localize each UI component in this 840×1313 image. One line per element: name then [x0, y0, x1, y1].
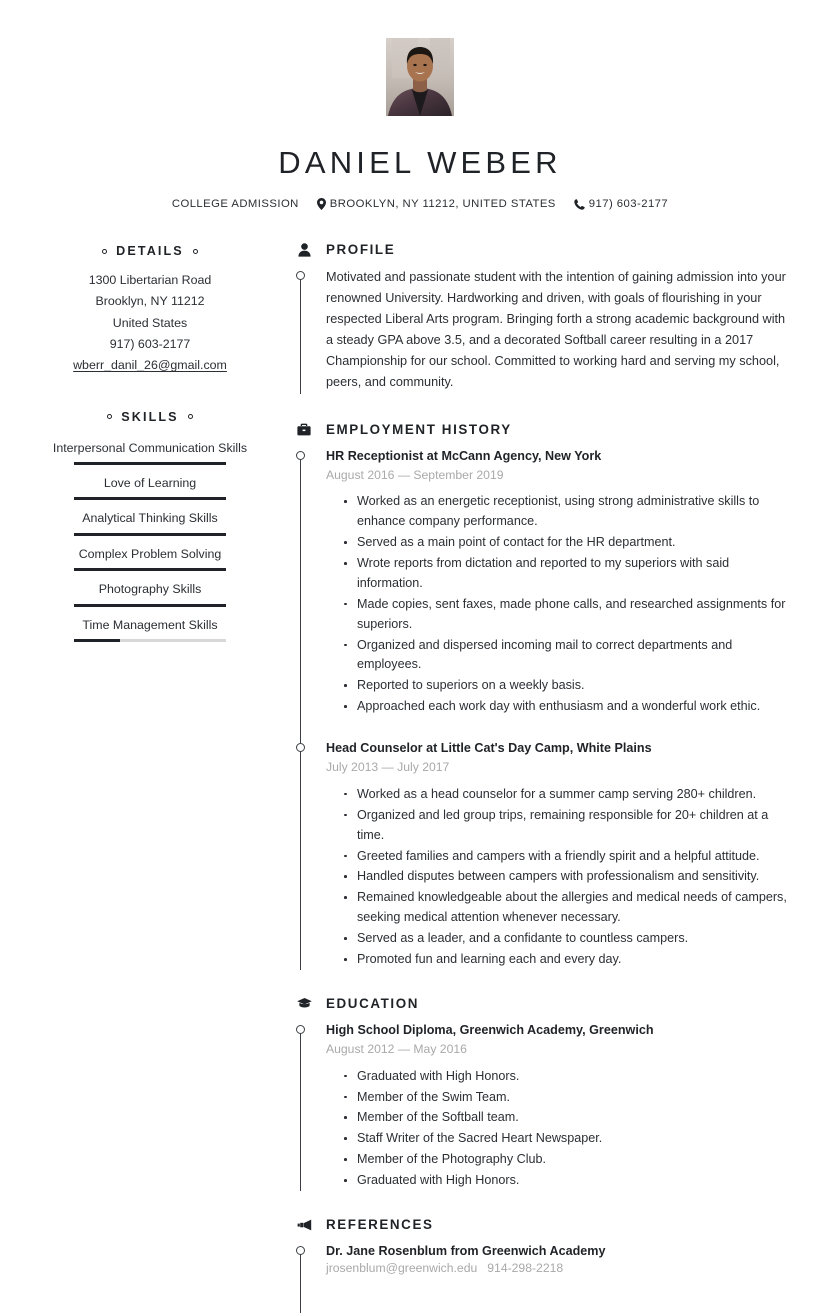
reference-entries — [326, 1242, 788, 1275]
entry-bullet: Made copies, sent faxes, made phone calls, and researched assignments for superiors. — [357, 595, 788, 635]
megaphone-icon — [296, 1219, 312, 1231]
references-timeline — [296, 1242, 788, 1275]
profile-heading — [296, 242, 788, 257]
user-icon — [296, 243, 312, 257]
employment-entries — [326, 447, 788, 970]
profile-photo-icon — [386, 38, 454, 116]
entry-bullet: Member of the Swim Team. — [357, 1088, 788, 1108]
sidebar — [52, 242, 248, 648]
details-heading — [52, 244, 248, 258]
skills-heading-label: SKILLS — [121, 409, 179, 424]
header-phone-label: 917) 603-2177 — [588, 198, 669, 211]
entry-bullet: Organized and dispersed incoming mail to correct departments and employees. — [357, 636, 788, 676]
references-heading-label: REFERENCES — [326, 1217, 434, 1233]
section-profile — [296, 242, 788, 393]
header-job-title — [172, 198, 299, 210]
entry-bullet: Remained knowledgeable about the allergies and medical needs of campers, seeking medical attention whenever necessary. — [357, 888, 788, 928]
reference-phone: 914-298-2218 — [487, 1261, 564, 1276]
timeline-entry — [326, 1021, 788, 1191]
entry-date: July 2013 — July 2017 — [326, 760, 450, 775]
skill-label: Love of Learning — [103, 476, 197, 491]
entry-bullet: Reported to superiors on a weekly basis. — [357, 676, 788, 696]
reference-contact — [326, 1261, 788, 1275]
skills-list — [52, 436, 248, 642]
skill-label: Photography Skills — [98, 582, 202, 597]
profile-timeline — [296, 267, 788, 393]
entry-bullet-list — [326, 785, 788, 970]
entry-bullet-list — [326, 1067, 788, 1191]
education-entries — [326, 1021, 788, 1191]
entry-title: High School Diploma, Greenwich Academy, Greenwich — [326, 1022, 654, 1037]
skill-item — [52, 542, 248, 571]
skill-level-fill — [74, 639, 120, 642]
skill-level-fill — [74, 533, 226, 536]
sidebar-section-skills — [52, 410, 248, 642]
entry-bullet: Approached each work day with enthusiasm and a wonderful work ethic. — [357, 697, 788, 717]
page-title: DANIEL WEBER — [278, 145, 562, 180]
skill-item — [52, 613, 248, 642]
skill-label: Analytical Thinking Skills — [82, 511, 218, 526]
reference-email[interactable]: jrosenblum@greenwich.edu — [326, 1261, 478, 1276]
details-list — [52, 270, 248, 377]
detail-phone: 917) 603-2177 — [109, 337, 191, 352]
main-content — [248, 242, 788, 1275]
skill-item — [52, 577, 248, 606]
timeline-entry — [326, 739, 788, 970]
entry-bullet: Graduated with High Honors. — [357, 1171, 788, 1191]
timeline-node — [296, 1246, 305, 1255]
entry-bullet: Handled disputes between campers with professionalism and sensitivity. — [357, 867, 788, 887]
resume-body — [0, 242, 840, 1275]
header-location-label: BROOKLYN, NY 11212, UNITED STATES — [329, 198, 556, 211]
skill-label: Interpersonal Communication Skills — [52, 440, 248, 455]
entry-bullet: Staff Writer of the Sacred Heart Newspaper. — [357, 1129, 788, 1149]
map-pin-icon — [317, 198, 326, 210]
timeline-rail — [300, 453, 301, 970]
skill-item — [52, 471, 248, 500]
entry-bullet: Graduated with High Honors. — [357, 1067, 788, 1087]
skill-item — [52, 436, 248, 465]
entry-bullet: Organized and led group trips, remaining responsible for 20+ children at a time. — [357, 806, 788, 846]
section-education — [296, 996, 788, 1191]
circle-bullet-icon — [102, 249, 107, 254]
profile-heading-label: PROFILE — [326, 242, 396, 258]
timeline-rail — [300, 1027, 301, 1191]
entry-bullet: Served as a leader, and a confidante to countless campers. — [357, 929, 788, 949]
reference-entry — [326, 1242, 788, 1275]
detail-country: United States — [112, 315, 188, 330]
employment-heading — [296, 422, 788, 437]
entry-bullet: Worked as a head counselor for a summer camp serving 280+ children. — [357, 785, 788, 805]
header-phone — [574, 198, 668, 210]
references-heading — [296, 1217, 788, 1232]
sidebar-section-details — [52, 244, 248, 377]
skills-heading — [52, 410, 248, 424]
entry-date: August 2016 — September 2019 — [326, 467, 504, 482]
briefcase-icon — [296, 423, 312, 436]
skill-item — [52, 506, 248, 535]
skill-level-bar — [74, 497, 226, 500]
education-timeline — [296, 1021, 788, 1191]
graduation-cap-icon — [296, 997, 312, 1009]
skill-level-bar — [74, 568, 226, 571]
header-job-title-label: COLLEGE ADMISSION — [171, 198, 299, 211]
entry-bullet: Served as a main point of contact for the HR department. — [357, 533, 788, 553]
timeline-node — [296, 1025, 305, 1034]
timeline-entry — [326, 447, 788, 718]
education-heading-label: EDUCATION — [326, 995, 420, 1011]
phone-icon — [574, 199, 585, 210]
detail-address: 1300 Libertarian Road — [88, 273, 212, 288]
entry-bullet: Wrote reports from dictation and reported to my superiors with said information. — [357, 554, 788, 594]
entry-bullet: Worked as an energetic receptionist, using strong administrative skills to enhance company performance. — [357, 492, 788, 532]
timeline-rail — [300, 273, 301, 393]
employment-heading-label: EMPLOYMENT HISTORY — [326, 421, 512, 437]
section-references — [296, 1217, 788, 1275]
timeline-node — [296, 451, 305, 460]
skill-label: Time Management Skills — [82, 617, 218, 632]
resume-header — [0, 0, 840, 210]
entry-title: HR Receptionist at McCann Agency, New York — [326, 448, 602, 463]
header-location — [317, 198, 556, 210]
timeline-node — [296, 743, 305, 752]
section-employment-history — [296, 422, 788, 970]
skill-level-fill — [74, 568, 226, 571]
skill-level-fill — [74, 497, 226, 500]
reference-name: Dr. Jane Rosenblum from Greenwich Academy — [326, 1244, 606, 1259]
entry-bullet: Member of the Photography Club. — [357, 1150, 788, 1170]
entry-bullet-list — [326, 492, 788, 717]
header-contact-line — [0, 198, 840, 210]
timeline-rail — [300, 1248, 301, 1313]
entry-bullet: Greeted families and campers with a friendly spirit and a helpful attitude. — [357, 847, 788, 867]
circle-bullet-icon — [107, 414, 112, 419]
details-heading-label: DETAILS — [116, 244, 184, 259]
skill-level-fill — [74, 462, 226, 465]
detail-city: Brooklyn, NY 11212 — [95, 294, 205, 309]
entry-title: Head Counselor at Little Cat's Day Camp, White Plains — [326, 741, 652, 756]
skill-level-bar — [74, 462, 226, 465]
employment-timeline — [296, 447, 788, 970]
entry-bullet: Promoted fun and learning each and every day. — [357, 950, 788, 970]
entry-date: August 2012 — May 2016 — [326, 1042, 467, 1057]
skill-label: Complex Problem Solving — [78, 546, 222, 561]
education-heading — [296, 996, 788, 1011]
skill-level-bar — [74, 533, 226, 536]
skill-level-bar — [74, 604, 226, 607]
timeline-node — [296, 271, 305, 280]
skill-level-bar — [74, 639, 226, 642]
skill-level-fill — [74, 604, 226, 607]
entry-bullet: Member of the Softball team. — [357, 1108, 788, 1128]
profile-text: Motivated and passionate student with the intention of gaining admission into your renowned University. Hardworking and driven, with goals of flourishing in your respected Liberal Arts program. Bringing forth a strong academic background with a steady GPA above 3.5, and a decorated Softball career resulting in a 2017 Championship for our school. Committed to working hard and serving my school, peers, and community. — [326, 270, 786, 390]
detail-email[interactable]: wberr_danil_26@gmail.com — [73, 358, 227, 373]
avatar — [386, 38, 454, 116]
circle-bullet-icon — [188, 414, 193, 419]
circle-bullet-icon — [193, 249, 198, 254]
